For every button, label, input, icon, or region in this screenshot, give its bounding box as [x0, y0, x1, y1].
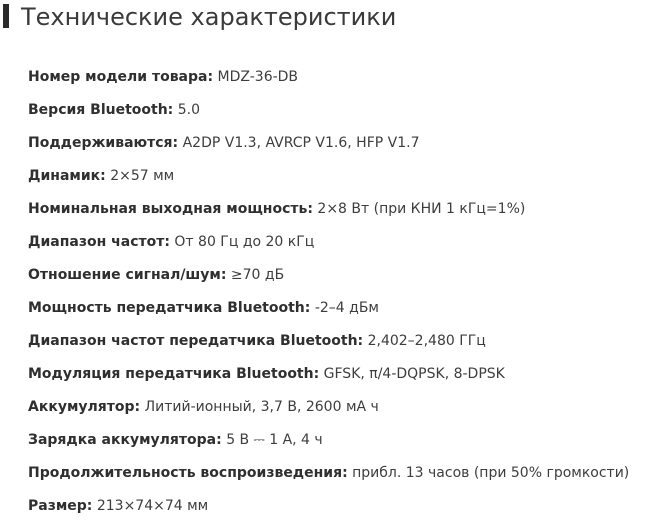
spec-row-frequency-range: [28, 231, 629, 264]
spec-value: 5.0: [177, 102, 200, 118]
heading-accent-bar: [3, 4, 9, 28]
spec-label: Версия Bluetooth:: [28, 102, 174, 118]
spec-row-bluetooth-version: [28, 99, 629, 132]
spec-label: Номинальная выходная мощность:: [28, 201, 313, 217]
spec-label: Диапазон частот передатчика Bluetooth:: [28, 333, 364, 349]
spec-label: Продолжительность воспроизведения:: [28, 465, 348, 481]
spec-value: 213×74×74 мм: [96, 498, 209, 514]
spec-row-battery: [28, 396, 629, 429]
spec-row-transmitter-frequency: [28, 330, 629, 363]
page-title: Технические характеристики: [21, 3, 397, 31]
spec-row-modulation: [28, 363, 629, 396]
spec-label: Модуляция передатчика Bluetooth:: [28, 366, 320, 382]
spec-label: Номер модели товара:: [28, 69, 214, 85]
spec-label: Размер:: [28, 498, 93, 514]
spec-value: MDZ-36-DB: [217, 69, 299, 85]
spec-row-playtime: [28, 462, 629, 495]
spec-value: Литий-ионный, 3,7 В, 2600 мА ч: [144, 399, 379, 415]
spec-row-model: [28, 66, 629, 99]
spec-label: Диапазон частот:: [28, 234, 170, 250]
spec-label: Динамик:: [28, 168, 106, 184]
spec-row-size: [28, 495, 629, 528]
spec-row-charging: [28, 429, 629, 462]
spec-value: прибл. 13 часов (при 50% громкости): [352, 465, 630, 481]
spec-value: 2,402–2,480 ГГц: [367, 333, 486, 349]
spec-label: Поддерживаются:: [28, 135, 179, 151]
spec-label: Отношение сигнал/шум:: [28, 267, 227, 283]
spec-value: ≥70 дБ: [230, 267, 285, 283]
spec-row-output-power: [28, 198, 629, 231]
spec-label: Зарядка аккумулятора:: [28, 432, 222, 448]
spec-value: GFSK, π/4-DQPSK, 8-DPSK: [323, 366, 505, 382]
spec-row-speaker: [28, 165, 629, 198]
spec-value: 2×57 мм: [110, 168, 175, 184]
spec-value: От 80 Гц до 20 кГц: [174, 234, 315, 250]
spec-row-snr: [28, 264, 629, 297]
spec-value: 5 В ⎓ 1 А, 4 ч: [226, 432, 323, 448]
spec-label: Мощность передатчика Bluetooth:: [28, 300, 311, 316]
spec-row-transmitter-power: [28, 297, 629, 330]
spec-list: [28, 66, 629, 528]
spec-value: A2DP V1.3, AVRCP V1.6, HFP V1.7: [182, 135, 420, 151]
spec-label: Аккумулятор:: [28, 399, 141, 415]
spec-row-profiles: [28, 132, 629, 165]
spec-value: 2×8 Вт (при КНИ 1 кГц=1%): [317, 201, 526, 217]
spec-value: -2–4 дБм: [314, 300, 379, 316]
